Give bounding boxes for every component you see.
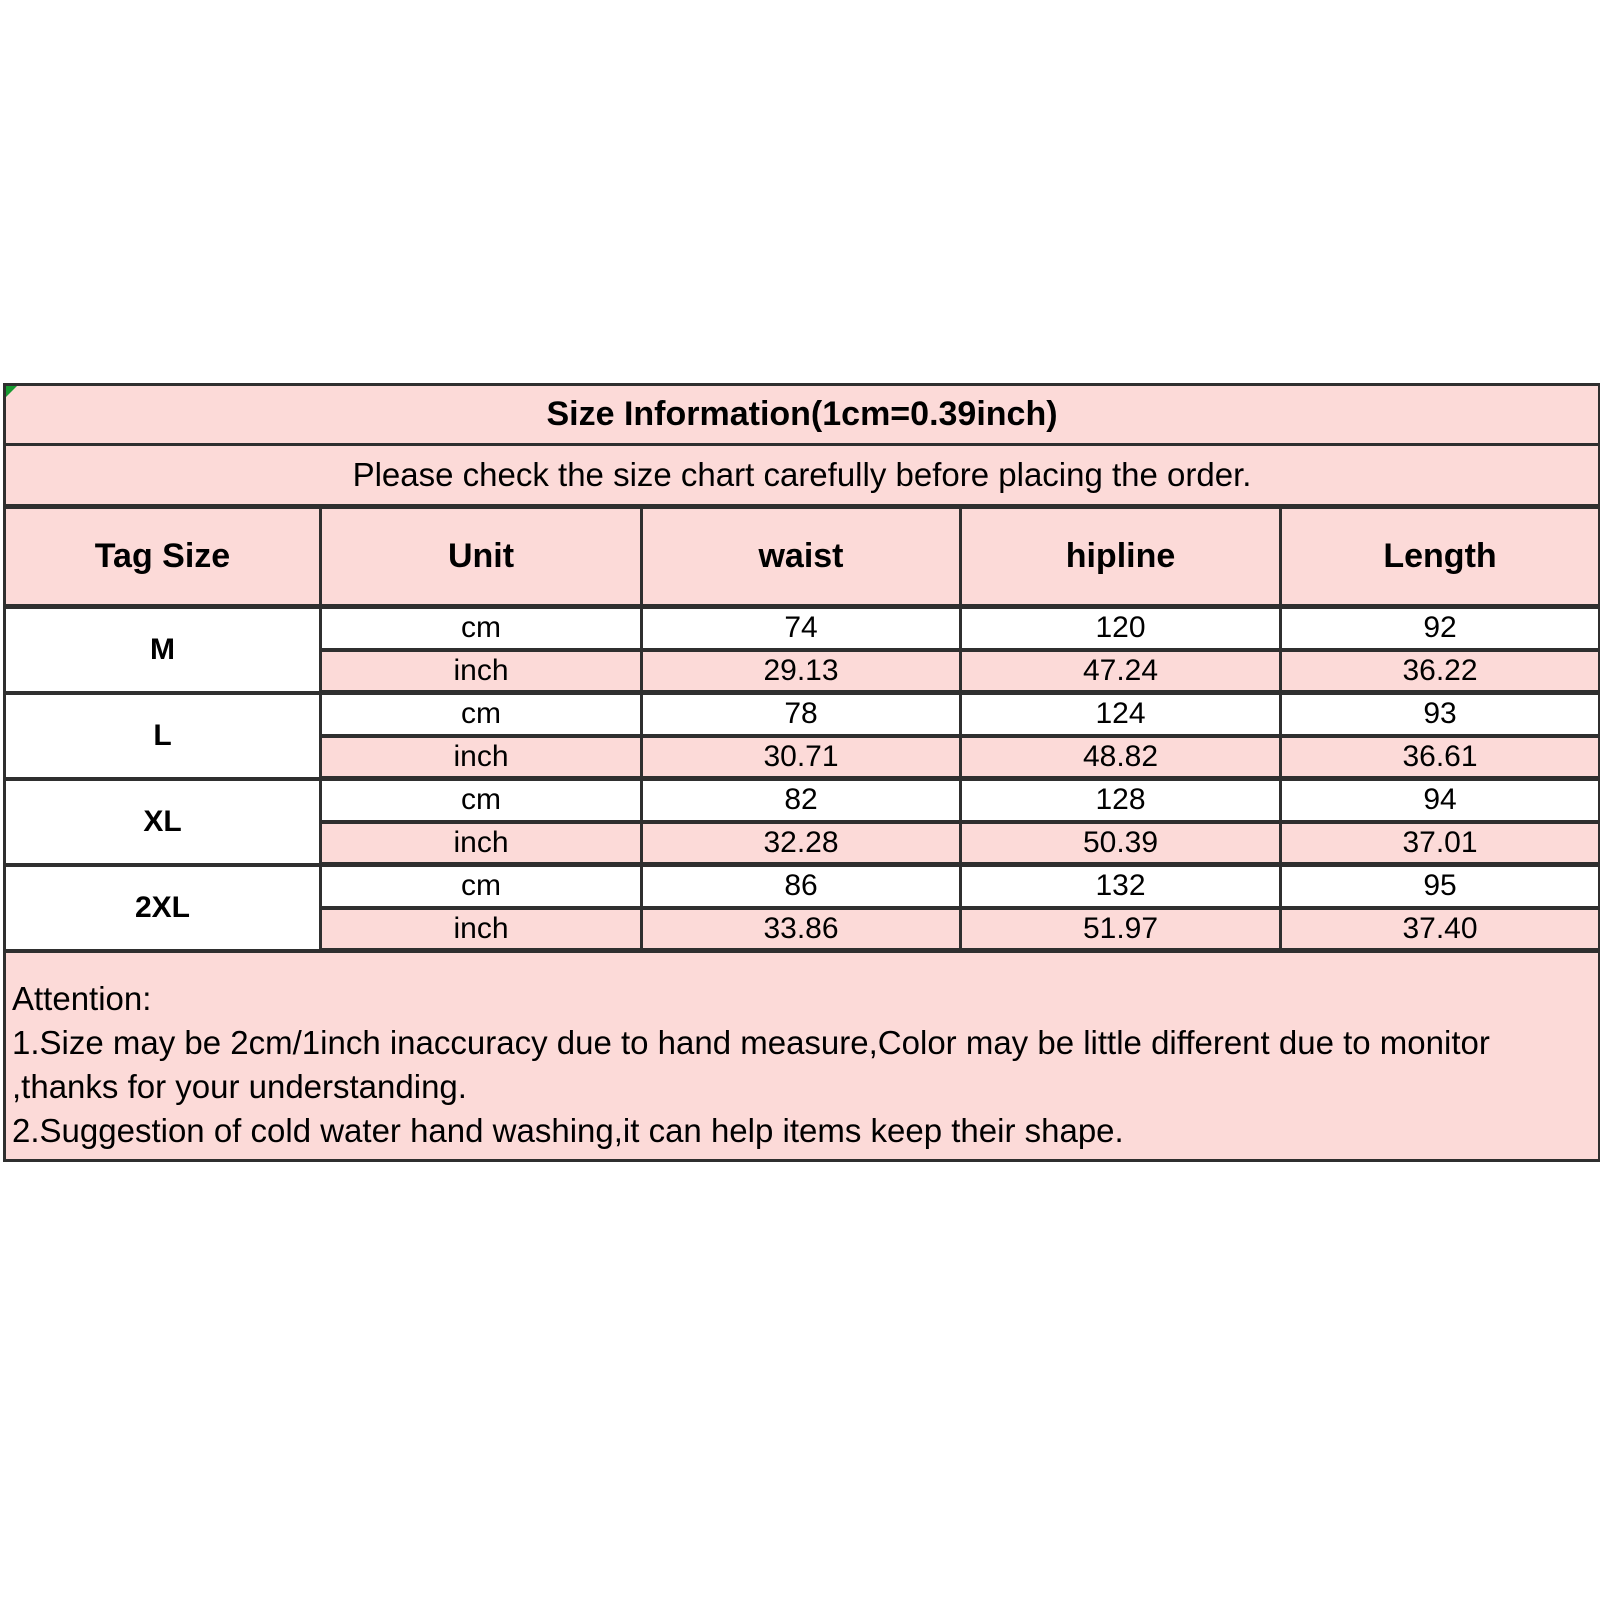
unit-cm-cell: cm <box>321 693 642 736</box>
corner-flag-icon <box>6 386 17 397</box>
value-cell: 124 <box>961 693 1281 736</box>
value-cell: 82 <box>642 779 961 822</box>
value-cell: 32.28 <box>642 822 961 865</box>
value-cell: 120 <box>961 607 1281 650</box>
table-title: Size Information(1cm=0.39inch) <box>5 385 1600 445</box>
attention-row <box>5 951 1600 1161</box>
attention-note-line: 2.Suggestion of cold water hand washing,it can help items keep their shape. <box>12 1112 1124 1149</box>
value-cell: 95 <box>1281 865 1600 908</box>
value-cell: 50.39 <box>961 822 1281 865</box>
value-cell: 132 <box>961 865 1281 908</box>
column-header-waist: waist <box>642 507 961 607</box>
column-header-unit: Unit <box>321 507 642 607</box>
unit-inch-cell: inch <box>321 822 642 865</box>
size-table <box>3 383 1600 1162</box>
attention-heading: Attention: <box>12 980 152 1017</box>
unit-inch-cell: inch <box>321 650 642 693</box>
value-cell: 36.61 <box>1281 736 1600 779</box>
size-tag-cell: XL <box>5 779 321 865</box>
header-row <box>5 507 1600 607</box>
title-row <box>5 385 1600 445</box>
value-cell: 33.86 <box>642 908 961 951</box>
value-cell: 94 <box>1281 779 1600 822</box>
value-cell: 37.40 <box>1281 908 1600 951</box>
value-cell: 36.22 <box>1281 650 1600 693</box>
size-tag-cell: M <box>5 607 321 693</box>
value-cell: 30.71 <box>642 736 961 779</box>
attention-note-line: 1.Size may be 2cm/1inch inaccuracy due to hand measure,Color may be little different due to monitor <box>12 1024 1490 1061</box>
subtitle-row <box>5 445 1600 507</box>
table-row-m-cm <box>5 607 1600 650</box>
value-cell: 37.01 <box>1281 822 1600 865</box>
column-header-hipline: hipline <box>961 507 1281 607</box>
value-cell: 92 <box>1281 607 1600 650</box>
column-header-length: Length <box>1281 507 1600 607</box>
unit-cm-cell: cm <box>321 865 642 908</box>
value-cell: 74 <box>642 607 961 650</box>
value-cell: 51.97 <box>961 908 1281 951</box>
unit-inch-cell: inch <box>321 908 642 951</box>
table-row-l-cm <box>5 693 1600 736</box>
value-cell: 48.82 <box>961 736 1281 779</box>
unit-cm-cell: cm <box>321 779 642 822</box>
table-row-2xl-cm <box>5 865 1600 908</box>
value-cell: 78 <box>642 693 961 736</box>
value-cell: 29.13 <box>642 650 961 693</box>
attention-section <box>5 951 1600 1161</box>
value-cell: 86 <box>642 865 961 908</box>
size-chart-table <box>3 383 1598 1162</box>
table-row-xl-cm <box>5 779 1600 822</box>
size-tag-cell: 2XL <box>5 865 321 951</box>
value-cell: 47.24 <box>961 650 1281 693</box>
unit-inch-cell: inch <box>321 736 642 779</box>
value-cell: 93 <box>1281 693 1600 736</box>
table-subtitle: Please check the size chart carefully before placing the order. <box>5 445 1600 507</box>
column-header-tag-size: Tag Size <box>5 507 321 607</box>
value-cell: 128 <box>961 779 1281 822</box>
unit-cm-cell: cm <box>321 607 642 650</box>
attention-note-line: ,thanks for your understanding. <box>12 1068 467 1105</box>
size-tag-cell: L <box>5 693 321 779</box>
